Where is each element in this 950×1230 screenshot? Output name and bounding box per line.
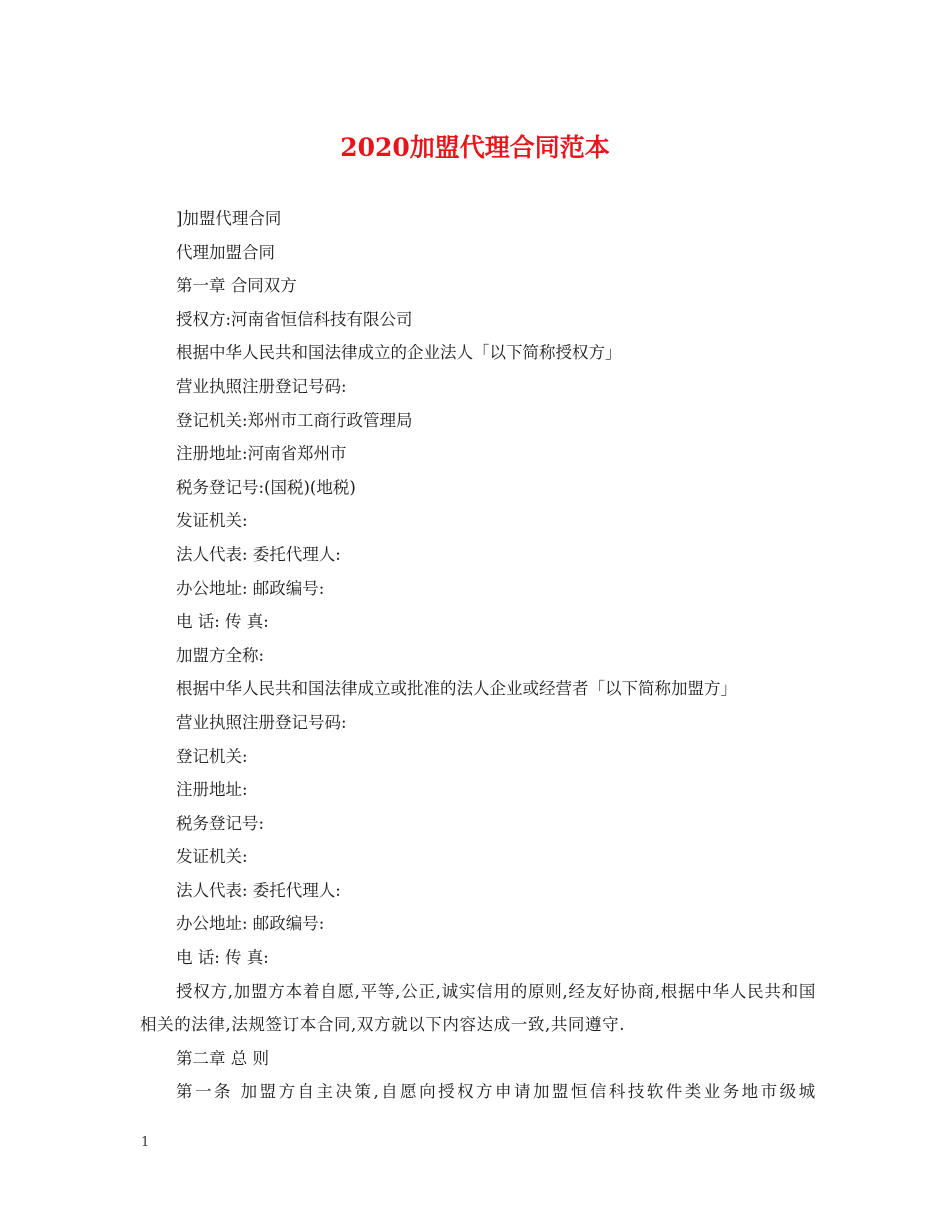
text-line: ]加盟代理合同 <box>176 209 282 228</box>
text-line: 代理加盟合同 <box>176 242 275 262</box>
chapter-heading: 第一章 合同双方 <box>176 276 297 296</box>
text-line: 营业执照注册登记号码: <box>176 712 347 732</box>
article-paragraph: 第一条 加盟方自主决策,自愿向授权方申请加盟恒信科技软件类业务地市级城 <box>176 1082 816 1102</box>
text-line: 营业执照注册登记号码: <box>176 376 347 396</box>
text-line: 授权方:河南省恒信科技有限公司 <box>176 309 413 329</box>
text-line: 发证机关: <box>176 847 248 867</box>
text-line: 办公地址: 邮政编号: <box>176 578 325 598</box>
text-line: 税务登记号:(国税)(地税) <box>176 477 356 497</box>
text-line: 发证机关: <box>176 511 248 531</box>
text-line: 根据中华人民共和国法律成立或批准的法人企业或经营者「以下简称加盟方」 <box>176 679 737 699</box>
text-line: 根据中华人民共和国法律成立的企业法人「以下简称授权方」 <box>176 343 622 363</box>
text-line: 加盟方全称: <box>176 645 265 665</box>
text-line: 法人代表: 委托代理人: <box>176 544 341 564</box>
text-line: 注册地址: <box>176 780 248 800</box>
document-title: 2020加盟代理合同范本 <box>340 133 610 162</box>
text-line: 电 话: 传 真: <box>176 612 269 632</box>
text-line: 法人代表: 委托代理人: <box>176 880 341 900</box>
text-line: 注册地址:河南省郑州市 <box>176 444 347 464</box>
text-line: 登记机关: <box>176 746 248 766</box>
text-line: 办公地址: 邮政编号: <box>176 914 325 934</box>
chapter-heading: 第二章 总 则 <box>176 1048 269 1068</box>
text-line: 电 话: 传 真: <box>176 948 269 968</box>
text-line: 税务登记号: <box>176 813 265 833</box>
body-paragraph: 授权方,加盟方本着自愿,平等,公正,诚实信用的原则,经友好协商,根据中华人民共和国相关的法律,法规签订本合同,双方就以下内容达成一致,共同遵守. <box>140 981 816 1035</box>
document-body <box>140 202 816 1109</box>
text-line: 登记机关:郑州市工商行政管理局 <box>176 410 413 430</box>
page-number: 1 <box>141 1135 150 1150</box>
